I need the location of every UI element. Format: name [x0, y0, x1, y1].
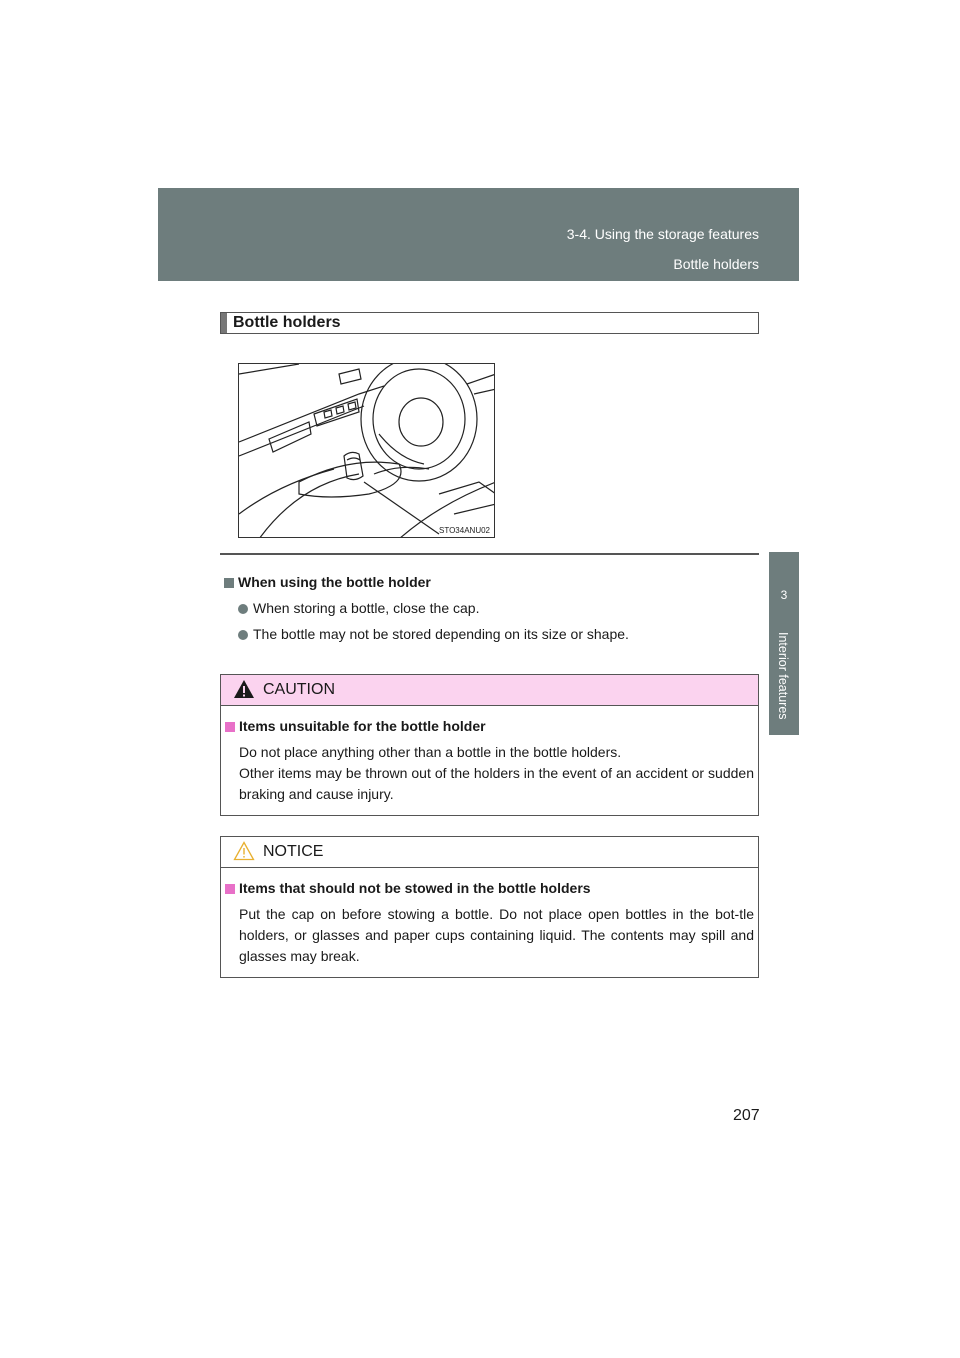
caution-line: Other items may be thrown out of the holders in the event of an accident or sudden braking and cause injury.: [239, 765, 754, 802]
note-bullet-text: The bottle may not be stored depending on its size or shape.: [253, 626, 629, 642]
caution-header: [221, 675, 758, 706]
header-band: [158, 188, 799, 281]
header-subsection: Bottle holders: [673, 256, 759, 272]
square-bullet-icon: [225, 722, 235, 732]
notice-subheading: [225, 880, 591, 896]
caution-box: [220, 674, 759, 816]
section-title-bar: [221, 313, 227, 333]
caution-subheading-text: Items unsuitable for the bottle holder: [239, 718, 486, 734]
section-divider: [220, 553, 759, 555]
notice-subheading-text: Items that should not be stowed in the bottle holders: [239, 880, 591, 896]
note-bullet: [238, 600, 479, 616]
car-interior-drawing: [239, 364, 495, 538]
notice-text: Put the cap on before stowing a bottle. Do not place open bottles in the bot-tle holders, or glasses and paper cups containing liquid. The contents may spill and glasses may break.: [239, 906, 754, 964]
section-title-text: Bottle holders: [233, 314, 341, 331]
bottle-holder-illustration: [238, 363, 495, 538]
chapter-label: Interior features: [776, 632, 790, 720]
note-bullet: [238, 626, 629, 642]
note-heading: [224, 574, 431, 590]
section-title: [220, 312, 759, 334]
caution-line: Do not place anything other than a bottle in the bottle holders.: [239, 744, 622, 760]
circle-bullet-icon: [238, 604, 248, 614]
circle-bullet-icon: [238, 630, 248, 640]
square-bullet-icon: [224, 578, 234, 588]
notice-header: [221, 837, 758, 868]
page-number: 207: [733, 1107, 760, 1124]
caution-subheading: [225, 718, 486, 734]
caution-text: [239, 742, 754, 805]
square-bullet-icon: [225, 884, 235, 894]
figure-code: STO34ANU02: [439, 526, 490, 535]
warning-icon: [233, 679, 255, 699]
notice-box: [220, 836, 759, 978]
side-chapter-tab: [769, 552, 799, 735]
note-bullet-text: When storing a bottle, close the cap.: [253, 600, 480, 616]
header-section: 3-4. Using the storage features: [566, 226, 759, 242]
chapter-number: 3: [780, 588, 788, 602]
notice-triangle-icon: [233, 841, 255, 861]
note-heading-text: When using the bottle holder: [238, 574, 431, 590]
notice-label: NOTICE: [263, 843, 324, 860]
caution-label: CAUTION: [263, 681, 335, 698]
